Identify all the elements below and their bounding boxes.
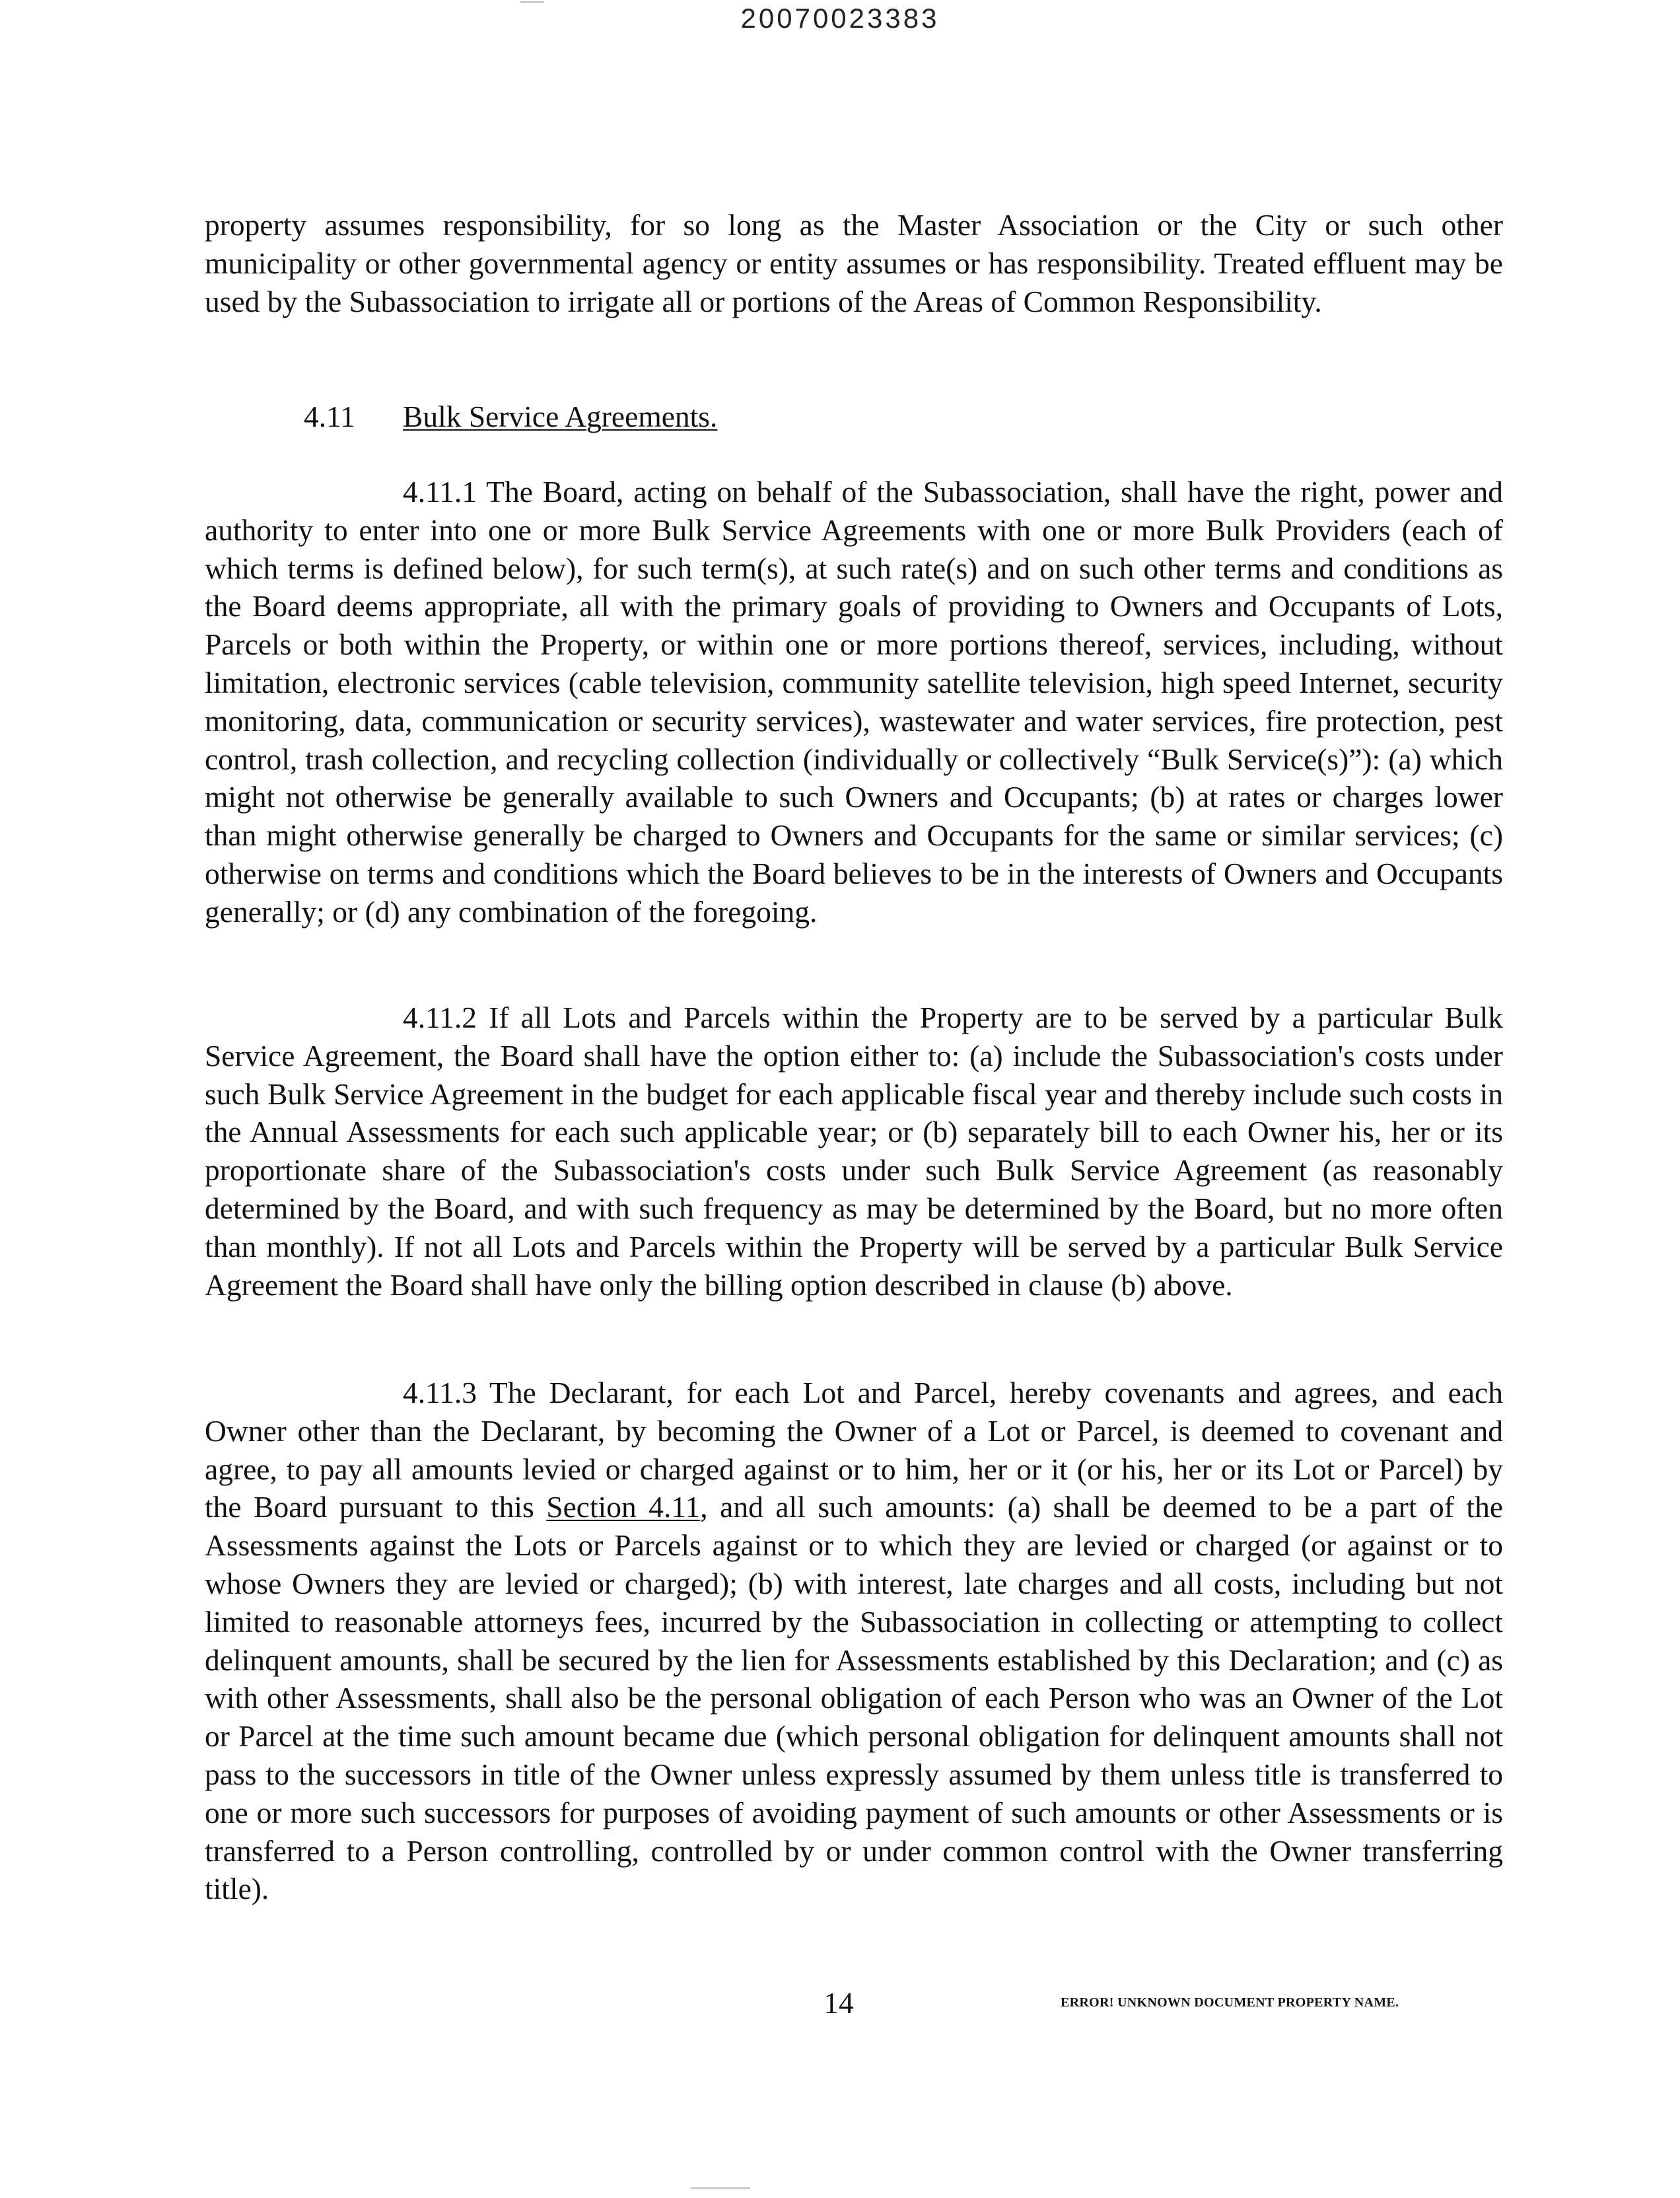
paragraph-4-11-3-start: 4.11.3 The Declarant, for each Lot and Parcel, hereby covenants and agrees, and each Owner other than the Declarant, by becoming the Owner of a Lot or Parcel, is deemed to covenant and agree, to pay all amounts levied or charged against or to him, her or it (or his, her or its Lot or Parcel) by the Board pursuant to this — [205, 1376, 1503, 1524]
paragraph-continuation: property assumes responsibility, for so long as the Master Association or the City or such other municipality or other governmental agency or entity assumes or has responsibility. Treated effluent may be used by the Subassociation to irrigate all or portions of the Areas of Common Responsibility. — [205, 208, 1503, 318]
page-number: 14 — [823, 1986, 854, 2020]
paragraph-4-11-1: 4.11.1 The Board, acting on behalf of the Subassociation, shall have the right, power and authority to enter into one or more Bulk Service Agreements with one or more Bulk Providers (each of which terms is defined below), for such term(s), at such rate(s) and on such other terms and conditions as the Board deems appropriate, all with the primary goals of providing to Owners and Occupants of Lots, Parcels or both within the Property, or within one or more portions thereof, services, including, without limitation, electronic services (cable television, community satellite television, high speed Internet, security monitoring, data, communication or security services), wastewater and water services, fire protection, pest control, trash collection, and recycling collection (individually or collectively “Bulk Service(s)”): (a) which might not otherwise be generally available to such Owners and Occupants; (b) at rates or charges lower than might otherwise generally be charged to Owners and Occupants for the same or similar services; (c) otherwise on terms and conditions which the Board believes to be in the interests of Owners and Occupants generally; or (d) any combination of the foregoing. — [205, 475, 1503, 929]
section-number: 4.11 — [304, 400, 355, 433]
document-number: 20070023383 — [740, 3, 940, 34]
paragraph-4-11-2: 4.11.2 If all Lots and Parcels within the Property are to be served by a particular Bulk Service Agreement, the Board shall have the option either to: (a) include the Subassociation's costs under such Bulk Service Agreement in the budget for each applicable fiscal year and thereby include such costs in the Annual Assessments for each such applicable year; or (b) separately bill to each Owner his, her or its proportionate share of the Subassociation's costs under such Bulk Service Agreement (as reasonably determined by the Board, and with such frequency as may be determined by the Board, but no more often than monthly). If not all Lots and Parcels within the Property will be served by a particular Bulk Service Agreement the Board shall have only the billing option described in clause (b) above. — [205, 1001, 1503, 1302]
scan-mark-bottom — [691, 2187, 750, 2189]
section-cross-reference: Section 4.11 — [546, 1490, 701, 1524]
paragraph-4-11-3-end: , and all such amounts: (a) shall be deemed to be a part of the Assessments against the Lots or Parcels against or to which they are levied or charged (or against or to whose Owners they are levied or charged); (b) with interest, late charges and all costs, including but not limited to reasonable attorneys fees, incurred by the Subassociation in collecting or attempting to collect delinquent amounts, shall be secured by the lien for Assessments established by this Declaration; and (c) as with other Assessments, shall also be the personal obligation of each Person who was an Owner of the Lot or Parcel at the time such amount became due (which personal obligation for delinquent amounts shall not pass to the successors in title of the Owner unless expressly assumed by them unless title is transferred to one or more such successors for purposes of avoiding payment of such amounts or other Assessments or is transferred to a Person controlling, controlled by or under common control with the Owner transferring title). — [205, 1490, 1504, 1906]
section-title: Bulk Service Agreements. — [403, 400, 718, 433]
footer-error-text: ERROR! UNKNOWN DOCUMENT PROPERTY NAME. — [1061, 1995, 1399, 2010]
section-heading — [304, 398, 717, 436]
scan-mark-top — [520, 1, 544, 3]
paragraph-4-11-3 — [205, 1374, 1503, 1908]
